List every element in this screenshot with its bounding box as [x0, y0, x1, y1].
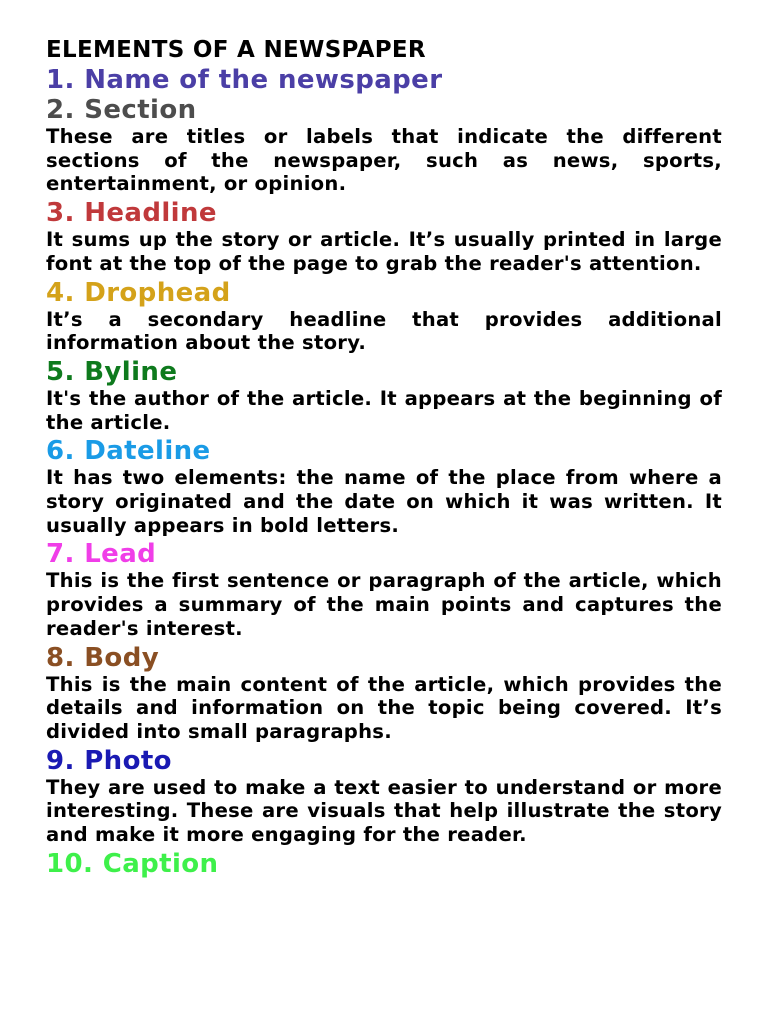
section-body: [46, 643, 722, 744]
section-byline: [46, 357, 722, 434]
section-description: They are used to make a text easier to understand or more interesting. These are visuals that help illustrate the story and make it more engaging for the reader.: [46, 775, 722, 847]
section-description: This is the first sentence or paragraph of the article, which provides a summary of the main points and captures the reader's interest.: [46, 569, 722, 640]
section-lead: [46, 539, 722, 640]
section-headline: [46, 198, 722, 275]
section-heading: 8. Body: [46, 642, 160, 673]
section-heading: 9. Photo: [46, 745, 172, 776]
section-description: These are titles or labels that indicate the different sections of the newspaper, such as news, sports, entertainment, or opinion.: [46, 125, 722, 196]
section-description: It has two elements: the name of the place from where a story originated and the date on which it was written. It usually appears in bold letters.: [46, 466, 722, 537]
section-heading: 4. Drophead: [46, 277, 231, 308]
section-heading: 10. Caption: [46, 848, 219, 879]
section-heading: 5. Byline: [46, 356, 178, 387]
section-section: [46, 95, 722, 196]
section-dateline: [46, 436, 722, 537]
document-title: ELEMENTS OF A NEWSPAPER: [46, 37, 426, 63]
section-photo: [46, 746, 722, 847]
section-drophead: [46, 278, 722, 355]
section-description: It's the author of the article. It appears at the beginning of the article.: [46, 386, 722, 434]
section-heading: 2. Section: [46, 95, 197, 125]
section-description: It’s a secondary headline that provides additional information about the story.: [46, 307, 722, 355]
section-heading: 1. Name of the newspaper: [46, 65, 443, 95]
section-name-of-newspaper: [46, 65, 722, 95]
section-caption: [46, 849, 722, 879]
section-heading: 7. Lead: [46, 539, 157, 570]
section-description: It sums up the story or article. It’s usually printed in large font at the top of the page to grab the reader's attention.: [46, 228, 722, 275]
section-heading: 6. Dateline: [46, 436, 211, 467]
document-page: [46, 36, 722, 879]
section-heading: 3. Headline: [46, 198, 217, 229]
section-description: This is the main content of the article, which provides the details and information on the topic being covered. It’s divided into small paragraphs.: [46, 672, 722, 743]
